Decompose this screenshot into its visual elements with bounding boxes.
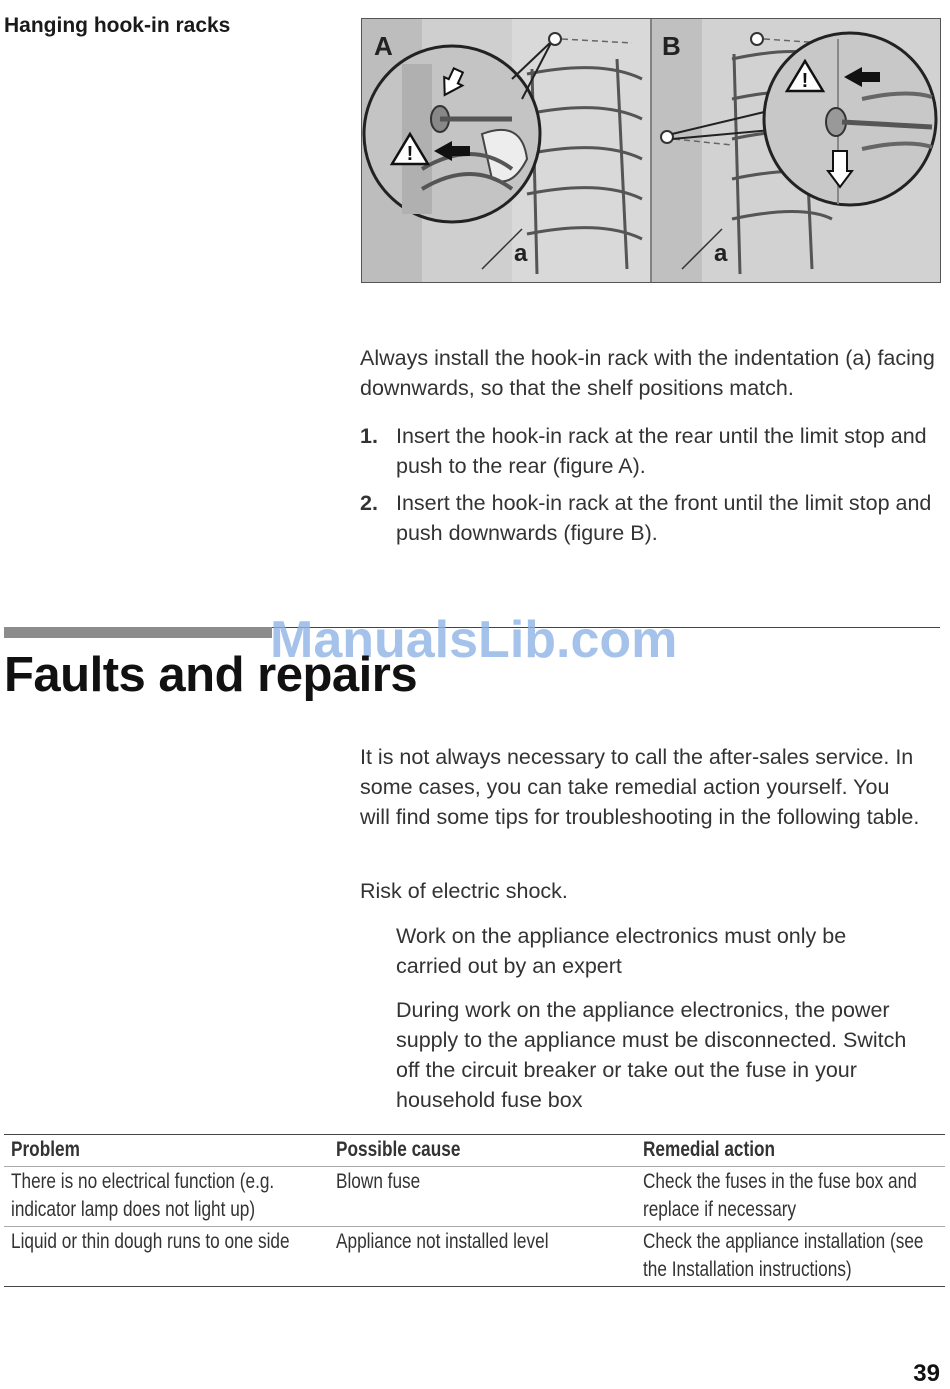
column-header-action: Remedial action [636, 1135, 945, 1167]
step-number: 2. [360, 491, 378, 515]
table-header-row [4, 1135, 945, 1167]
section-heading: Hanging hook-in racks [4, 14, 231, 37]
step-text: Insert the hook-in rack at the rear until the limit stop and push to the rear (figure A). [396, 424, 927, 478]
install-step [360, 421, 940, 481]
watermark: ManualsLib.com [270, 611, 678, 669]
step-number: 1. [360, 424, 378, 448]
hook-in-rack-figure [361, 18, 941, 283]
faults-intro-text: It is not always necessary to call the after-sales service. In some cases, you can take remedial action yourself. You will find some tips for troubleshooting in the following table. [360, 745, 920, 829]
svg-text:!: ! [801, 70, 809, 92]
table-cell: Blown fuse [329, 1167, 635, 1227]
warning-text: Work on the appliance electronics must only be carried out by an expert [396, 924, 847, 978]
section-rule-thick [4, 627, 272, 638]
faults-table [4, 1134, 945, 1287]
indentation-label-a: a [514, 240, 528, 267]
faults-heading: Faults and repairs [4, 648, 418, 702]
step-text: Insert the hook-in rack at the front until the limit stop and push downwards (figure B). [396, 491, 932, 545]
table-cell: There is no electrical function (e.g. indicator lamp does not light up) [4, 1167, 329, 1227]
install-step [360, 488, 940, 548]
column-header-cause: Possible cause [329, 1135, 635, 1167]
table-cell: Check the fuses in the fuse box and replace if necessary [636, 1167, 945, 1227]
table-cell: Appliance not installed level [329, 1227, 635, 1287]
table-cell: Check the appliance installation (see the Installation instructions) [636, 1227, 945, 1287]
rack-intro-text: Always install the hook-in rack with the indentation (a) facing downwards, so that the shelf positions match. [360, 346, 935, 400]
figure-panel-b [652, 19, 940, 282]
risk-warning-title: Risk of electric shock. [360, 879, 568, 903]
figure-label-b: B [662, 31, 681, 61]
warning-text: During work on the appliance electronics, the power supply to the appliance must be disconnected. Switch off the circuit breaker or take out the fuse in your household fuse box [396, 998, 907, 1112]
table-row [4, 1167, 945, 1227]
figure-panel-a [362, 19, 651, 282]
page-number: 39 [913, 1360, 940, 1387]
table-cell: Liquid or thin dough runs to one side [4, 1227, 329, 1287]
install-steps [360, 421, 940, 555]
figure-label-a: A [374, 31, 393, 61]
indentation-label-b: a [714, 240, 728, 267]
table-row [4, 1227, 945, 1287]
column-header-problem: Problem [4, 1135, 329, 1167]
svg-text:!: ! [406, 143, 414, 165]
